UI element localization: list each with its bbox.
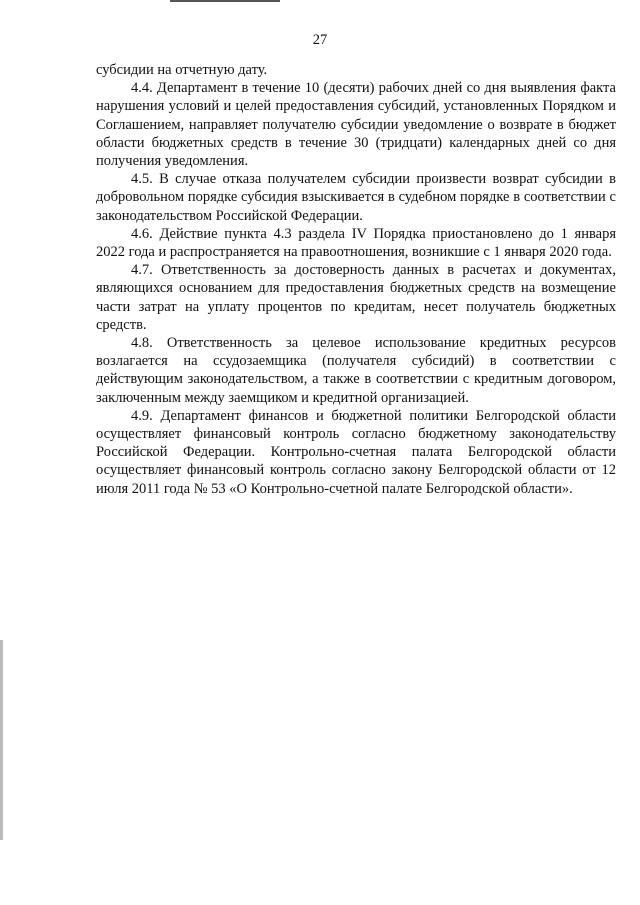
page-number: 27 <box>312 32 328 48</box>
scan-edge-mark <box>170 0 280 2</box>
paragraph-4-9: 4.9. Департамент финансов и бюджетной политики Белгородской области осуществляет финансовый контроль согласно бюджетному законодательству Российской Федерации. Контрольно-счетная палата Белгородской области осуществляет финансовый контроль согласно закону Белгородской области от 12 июля 2011 года № 53 «О Контрольно-счетной палате Белгородской области». <box>96 407 616 497</box>
paragraph-4-7: 4.7. Ответственность за достоверность данных в расчетах и документах, являющихся основанием для предоставления бюджетных средств на возмещение части затрат на уплату процентов по кредитам, несет получатель бюджетных средств. <box>96 262 616 333</box>
paragraph-4-4: 4.4. Департамент в течение 10 (десяти) рабочих дней со дня выявления факта нарушения условий и целей предоставления субсидий, установленных Порядком и Соглашением, направляет получателю субсидии уведомление о возврате в бюджет области бюджетных средств в течение 30 (тридцати) календарных дней со дня получения уведомления. <box>96 80 616 170</box>
paragraph-continuation: субсидии на отчетную дату. <box>96 62 268 78</box>
paragraph-4-6: 4.6. Действие пункта 4.3 раздела IV Порядка приостановлено до 1 января 2022 года и распространяется на правоотношения, возникшие с 1 января 2020 года. <box>96 225 616 261</box>
paragraph-4-5: 4.5. В случае отказа получателем субсидии произвести возврат субсидии в добровольном порядке субсидия взыскивается в судебном порядке в соответствии с законодательством Российской Федерации. <box>96 171 616 224</box>
scan-side-mark <box>0 640 3 840</box>
paragraph-4-8: 4.8. Ответственность за целевое использование кредитных ресурсов возлагается на ссудозаемщика (получателя субсидий) в соответствии с действующим законодательством, а также в соответствии с кредитным договором, заключенным между заемщиком и кредитной организацией. <box>96 335 616 406</box>
document-body <box>96 61 616 498</box>
